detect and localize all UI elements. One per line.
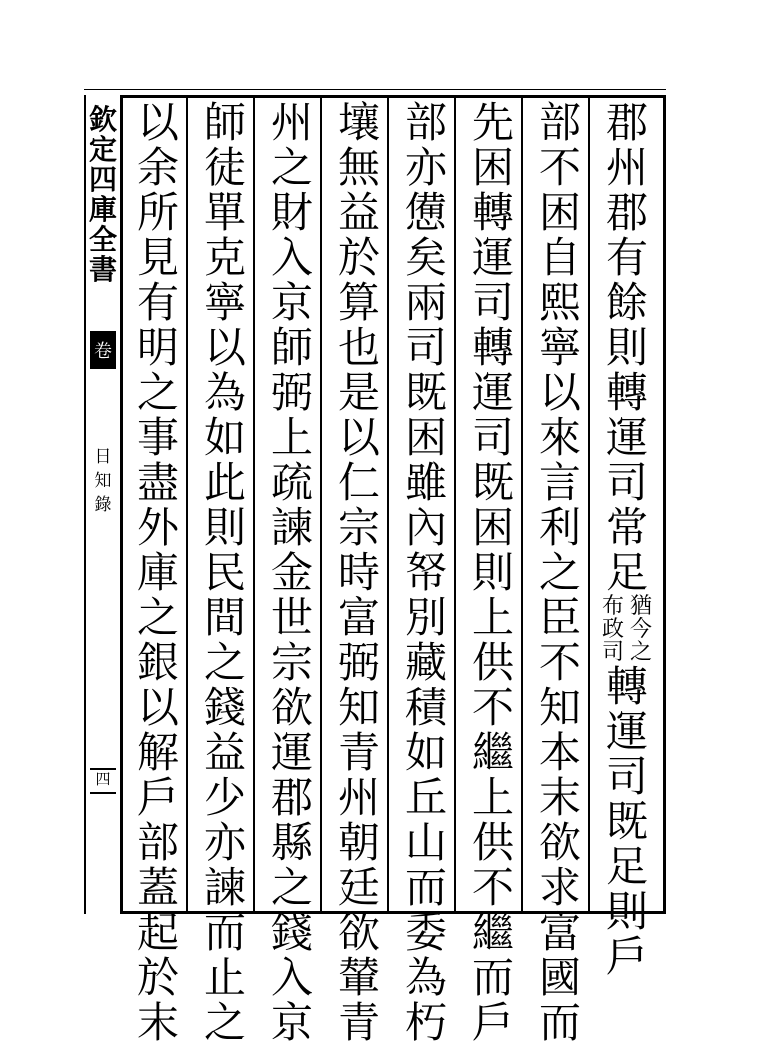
- text-char: 自: [538, 233, 581, 282]
- text-char: 部: [136, 818, 179, 867]
- text-char: 朽: [404, 998, 447, 1047]
- text-char: 諫: [203, 863, 246, 912]
- text-char: 雖: [404, 458, 447, 507]
- text-char: 上: [471, 773, 514, 822]
- frame-top-rule: [84, 89, 666, 90]
- text-char: 戶: [605, 932, 648, 981]
- text-char: 蓋: [136, 863, 179, 912]
- note-char: 今: [629, 617, 652, 642]
- text-char: 諫: [270, 503, 313, 552]
- text-char: 則: [605, 323, 648, 372]
- text-char: 如: [203, 413, 246, 462]
- text-char: 不: [538, 638, 581, 687]
- text-column: [197, 98, 253, 1047]
- text-char: 利: [538, 503, 581, 552]
- text-char: 積: [404, 683, 447, 732]
- text-char: 而: [203, 908, 246, 957]
- work-title-char: 知: [94, 471, 112, 491]
- text-char: 別: [404, 593, 447, 642]
- text-char: 郡: [605, 188, 648, 237]
- text-char: 錢: [203, 683, 246, 732]
- text-char: 銀: [136, 638, 179, 687]
- note-line: [628, 595, 654, 664]
- text-char: 以: [136, 683, 179, 732]
- text-char: 內: [404, 503, 447, 552]
- text-char: 之: [270, 863, 313, 912]
- text-char: 來: [538, 413, 581, 462]
- text-char: 無: [337, 143, 380, 192]
- text-char: 解: [136, 728, 179, 777]
- text-char: 單: [203, 188, 246, 237]
- note-char: 政: [601, 617, 624, 642]
- text-char: 弼: [337, 638, 380, 687]
- text-char: 州: [270, 98, 313, 147]
- text-char: 州: [337, 773, 380, 822]
- text-char: 余: [136, 143, 179, 192]
- text-char: 司: [471, 278, 514, 327]
- text-char: 上: [471, 593, 514, 642]
- text-char: 亦: [404, 143, 447, 192]
- text-char: 之: [136, 368, 179, 417]
- text-char: 如: [404, 728, 447, 777]
- text-char: 末: [538, 773, 581, 822]
- text-column: [465, 98, 521, 1047]
- text-char: 青: [337, 728, 380, 777]
- text-char: 於: [136, 953, 179, 1002]
- text-char: 部: [538, 98, 581, 147]
- text-char: 也: [337, 323, 380, 372]
- text-char: 司: [605, 752, 648, 801]
- text-char: 止: [203, 953, 246, 1002]
- text-char: 京: [270, 278, 313, 327]
- text-column: [264, 98, 320, 1047]
- text-char: 既: [605, 797, 648, 846]
- text-char: 運: [270, 728, 313, 777]
- text-char: 而: [404, 863, 447, 912]
- text-char: 知: [337, 683, 380, 732]
- text-char: 富: [538, 908, 581, 957]
- text-char: 則: [203, 503, 246, 552]
- text-char: 為: [203, 368, 246, 417]
- book-title-char: 全: [88, 223, 117, 256]
- text-char: 丘: [404, 773, 447, 822]
- work-title-char: 錄: [94, 495, 112, 515]
- text-char: 足: [605, 842, 648, 891]
- text-char: 不: [471, 683, 514, 732]
- text-char: 於: [337, 233, 380, 282]
- text-char: 明: [136, 323, 179, 372]
- text-char: 轉: [605, 368, 648, 417]
- text-char: 事: [136, 413, 179, 462]
- volume-marker: 卷: [90, 331, 116, 369]
- text-char: 以: [203, 323, 246, 372]
- text-char: 起: [136, 908, 179, 957]
- text-char: 此: [203, 458, 246, 507]
- text-char: 益: [203, 728, 246, 777]
- column-rule: [320, 97, 322, 912]
- text-char: 錢: [270, 908, 313, 957]
- text-column: [398, 98, 454, 1047]
- text-char: 之: [203, 998, 246, 1047]
- text-char: 則: [605, 887, 648, 936]
- text-column: [130, 98, 186, 1047]
- text-char: 算: [337, 278, 380, 327]
- text-char: 則: [471, 548, 514, 597]
- text-char: 困: [471, 503, 514, 552]
- text-char: 世: [270, 593, 313, 642]
- book-title: [88, 105, 118, 285]
- text-char: 運: [471, 233, 514, 282]
- text-column: [331, 98, 387, 1047]
- text-char: 轉: [471, 188, 514, 237]
- text-char: 運: [605, 707, 648, 756]
- text-char: 既: [404, 368, 447, 417]
- text-char: 而: [471, 953, 514, 1002]
- text-char: 臣: [538, 593, 581, 642]
- text-char: 疏: [270, 458, 313, 507]
- column-rule: [186, 97, 188, 912]
- text-char: 憊: [404, 188, 447, 237]
- text-char: 國: [538, 953, 581, 1002]
- text-char: 部: [404, 98, 447, 147]
- text-char: 以: [136, 98, 179, 147]
- text-char: 困: [404, 413, 447, 462]
- text-char: 不: [538, 143, 581, 192]
- note-char: 布: [601, 594, 624, 619]
- text-char: 州: [605, 143, 648, 192]
- text-char: 宗: [270, 638, 313, 687]
- text-char: 兩: [404, 278, 447, 327]
- text-char: 朝: [337, 818, 380, 867]
- text-char: 時: [337, 548, 380, 597]
- text-char: 寧: [203, 278, 246, 327]
- text-char: 上: [270, 413, 313, 462]
- text-char: 足: [605, 548, 648, 597]
- text-char: 亦: [203, 818, 246, 867]
- text-char: 庫: [136, 548, 179, 597]
- book-title-char: 書: [88, 253, 117, 286]
- column-rule: [253, 97, 255, 912]
- text-char: 司: [471, 413, 514, 462]
- text-char: 先: [471, 98, 514, 147]
- text-char: 所: [136, 188, 179, 237]
- text-char: 以: [538, 368, 581, 417]
- book-title-char: 庫: [88, 193, 117, 226]
- text-char: 帑: [404, 548, 447, 597]
- text-char: 欲: [270, 683, 313, 732]
- text-char: 弼: [270, 368, 313, 417]
- text-char: 戶: [471, 998, 514, 1047]
- text-char: 既: [471, 458, 514, 507]
- text-char: 民: [203, 548, 246, 597]
- text-char: 郡: [605, 98, 648, 147]
- text-char: 藏: [404, 638, 447, 687]
- text-char: 運: [471, 368, 514, 417]
- text-char: 繼: [471, 728, 514, 777]
- text-char: 郡: [270, 773, 313, 822]
- text-char: 間: [203, 593, 246, 642]
- text-char: 末: [136, 998, 179, 1047]
- text-char: 青: [337, 998, 380, 1047]
- text-char: 有: [136, 278, 179, 327]
- text-char: 供: [471, 818, 514, 867]
- text-char: 供: [471, 638, 514, 687]
- text-char: 而: [538, 998, 581, 1047]
- book-title-char: 四: [88, 163, 117, 196]
- column-rule: [387, 97, 389, 912]
- text-char: 餘: [605, 278, 648, 327]
- column-rule: [521, 97, 523, 912]
- text-char: 是: [337, 368, 380, 417]
- interlinear-note: [600, 595, 654, 664]
- text-char: 常: [605, 503, 648, 552]
- text-char: 委: [404, 908, 447, 957]
- text-char: 金: [270, 548, 313, 597]
- text-char: 欲: [538, 818, 581, 867]
- text-char: 徒: [203, 143, 246, 192]
- text-char: 言: [538, 458, 581, 507]
- text-char: 知: [538, 683, 581, 732]
- text-char: 財: [270, 188, 313, 237]
- text-char: 富: [337, 593, 380, 642]
- text-column: [532, 98, 588, 1047]
- text-char: 不: [471, 863, 514, 912]
- text-char: 轉: [471, 323, 514, 372]
- book-title-char: 定: [88, 133, 117, 166]
- text-char: 寧: [538, 323, 581, 372]
- work-title: [90, 445, 116, 517]
- text-char: 之: [538, 548, 581, 597]
- text-char: 輦: [337, 953, 380, 1002]
- text-char: 轉: [605, 662, 648, 711]
- text-char: 之: [270, 143, 313, 192]
- text-char: 求: [538, 863, 581, 912]
- note-char: 猶: [629, 594, 652, 619]
- text-char: 盡: [136, 458, 179, 507]
- text-char: 困: [538, 188, 581, 237]
- text-char: 廷: [337, 863, 380, 912]
- text-char: 縣: [270, 818, 313, 867]
- text-char: 宗: [337, 503, 380, 552]
- text-char: 仁: [337, 458, 380, 507]
- text-char: 之: [203, 638, 246, 687]
- text-char: 克: [203, 233, 246, 282]
- text-char: 之: [136, 593, 179, 642]
- text-char: 山: [404, 818, 447, 867]
- text-char: 運: [605, 413, 648, 462]
- text-char: 壤: [337, 98, 380, 147]
- column-rule: [454, 97, 456, 912]
- text-char: 為: [404, 953, 447, 1002]
- text-char: 入: [270, 953, 313, 1002]
- text-char: 少: [203, 773, 246, 822]
- work-title-char: 日: [94, 447, 112, 467]
- text-char: 京: [270, 998, 313, 1047]
- note-line: [600, 595, 626, 664]
- text-char: 司: [605, 458, 648, 507]
- text-column: [599, 98, 655, 981]
- text-char: 司: [404, 323, 447, 372]
- text-char: 矣: [404, 233, 447, 282]
- text-char: 繼: [471, 908, 514, 957]
- text-char: 欲: [337, 908, 380, 957]
- note-char: 之: [629, 640, 652, 665]
- text-char: 益: [337, 188, 380, 237]
- column-rule: [588, 97, 590, 912]
- text-char: 有: [605, 233, 648, 282]
- text-char: 師: [203, 98, 246, 147]
- note-char: 司: [601, 640, 624, 665]
- book-title-char: 欽: [88, 103, 117, 136]
- text-char: 以: [337, 413, 380, 462]
- text-char: 熙: [538, 278, 581, 327]
- text-char: 見: [136, 233, 179, 282]
- text-char: 戶: [136, 773, 179, 822]
- page-number: 四: [90, 768, 116, 794]
- text-char: 入: [270, 233, 313, 282]
- text-char: 本: [538, 728, 581, 777]
- text-char: 外: [136, 503, 179, 552]
- text-char: 師: [270, 323, 313, 372]
- text-char: 困: [471, 143, 514, 192]
